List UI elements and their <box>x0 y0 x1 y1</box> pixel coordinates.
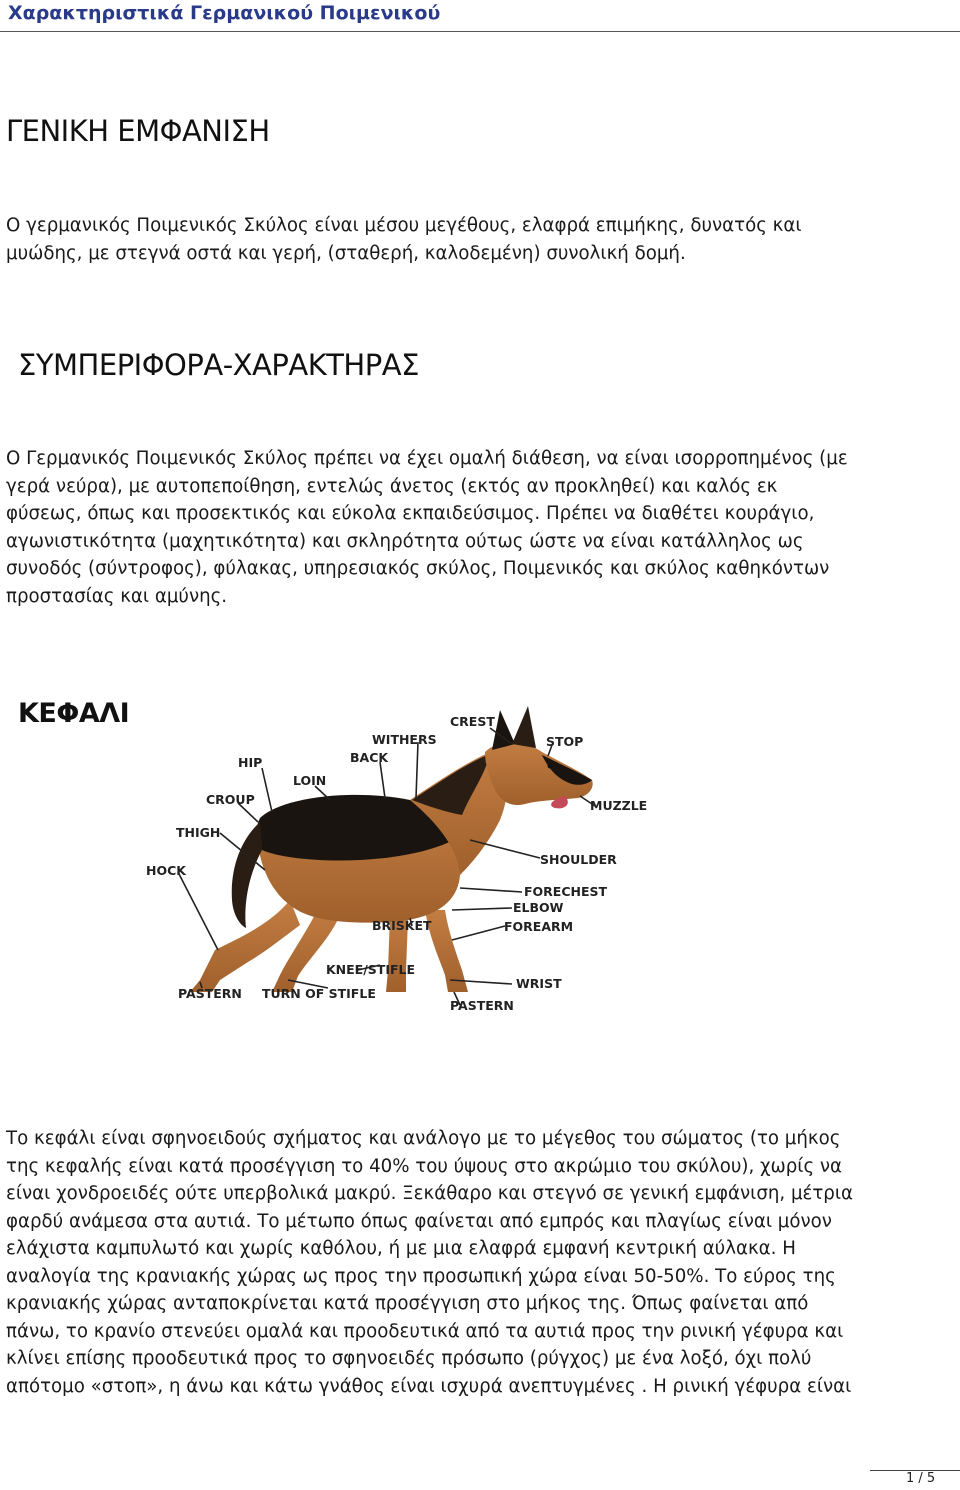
label-forechest: FORECHEST <box>524 884 608 899</box>
text-line: συνοδός (σύντροφος), φύλακας, υπηρεσιακός σκύλος, Ποιμενικός και σκύλος καθηκόντων <box>6 558 830 579</box>
paragraph-head <box>6 1125 954 1400</box>
label-withers: WITHERS <box>372 732 437 747</box>
label-loin: LOIN <box>293 773 327 788</box>
label-pastern-front: PASTERN <box>450 998 514 1013</box>
label-turn-of-stifle: TURN OF STIFLE <box>262 986 376 1001</box>
label-croup: CROUP <box>206 792 255 807</box>
label-brisket: BRISKET <box>372 918 432 933</box>
text-line: κλίνει επίσης προοδευτικά προς το σφηνοειδές πρόσωπο (ρύγχος) με ένα λοξό, όχι πολύ <box>6 1348 812 1369</box>
label-thigh: THIGH <box>176 825 221 840</box>
text-line: ελάχιστα καμπυλωτό και χωρίς καθόλου, ή με μια ελαφρά εμφανή κεντρική αύλακα. Η <box>6 1238 796 1259</box>
page-number: 1 / 5 <box>906 1471 936 1486</box>
paragraph-behavior-character <box>6 445 954 610</box>
label-elbow: ELBOW <box>513 900 564 915</box>
text-line: της κεφαλής είναι κατά προσέγγιση το 40% του ύψους στο ακρώμιο του σκύλου), χωρίς να <box>6 1155 843 1177</box>
heading-head: ΚΕΦΑΛΙ <box>18 698 130 729</box>
text-line: είναι χονδροειδές ούτε υπερβολικά μακρύ. Ξεκάθαρο και στεγνό σε γενική εμφάνιση, μέτρια <box>6 1183 853 1204</box>
text-line: αγωνιστικότητα (μαχητικότητα) και σκληρότητα ούτως ώστε να είναι κατάλληλος ως <box>6 530 804 552</box>
label-hock: HOCK <box>146 863 186 878</box>
text-line: φύσεως, όπως και προσεκτικός και εύκολα εκπαιδεύσιμος. Πρέπει να διαθέτει κουράγιο, <box>6 503 815 524</box>
text-line: φαρδύ ανάμεσα στα αυτιά. Το μέτωπο όπως φαίνεται από εμπρός και πλαγίως είναι μόνον <box>6 1210 832 1232</box>
text-line: μυώδης, με στεγνά οστά και γερή, (σταθερή, καλοδεμένη) συνολική δομή. <box>6 242 686 264</box>
label-crest: CREST <box>450 714 495 729</box>
label-knee-stifle: KNEE/STIFLE <box>326 962 416 977</box>
text-line: απότομο «στοπ», η άνω και κάτω γνάθος είναι ισχυρά ανεπτυγμένες . Η ρινική γέφυρα είναι <box>6 1375 852 1397</box>
text-line: κρανιακής χώρας ανταποκρίνεται κατά προσέγγιση στο μήκος της. Όπως φαίνεται από <box>6 1293 809 1314</box>
label-muzzle: MUZZLE <box>590 798 648 813</box>
text-line: αναλογία της κρανιακής χώρας ως προς την προσωπική χώρα είναι 50-50%. Το εύρος της <box>6 1265 836 1287</box>
label-stop: STOP <box>546 734 584 749</box>
document-title: Χαρακτηριστικά Γερμανικού Ποιμενικού <box>8 2 441 24</box>
dog-illustration <box>190 706 593 992</box>
text-line: Ο γερμανικός Ποιμενικός Σκύλος είναι μέσου μεγέθους, ελαφρά επιμήκης, δυνατός και <box>6 215 802 236</box>
heading-behavior-character: ΣΥΜΠΕΡΙΦΟΡΑ-ΧΑΡΑΚΤΗΡΑΣ <box>18 348 419 382</box>
label-hip: HIP <box>238 755 263 770</box>
heading-general-appearance: ΓΕΝΙΚΗ ΕΜΦΑΝΙΣΗ <box>6 114 270 148</box>
label-wrist: WRIST <box>516 976 562 991</box>
text-line: προστασίας και αμύνης. <box>6 585 228 607</box>
label-shoulder: SHOULDER <box>540 852 617 867</box>
text-line: γερά νεύρα), με αυτοπεποίθηση, εντελώς άνετος (εκτός αν προκληθεί) και καλός εκ <box>6 475 778 497</box>
text-line: Το κεφάλι είναι σφηνοειδούς σχήματος και ανάλογο με το μέγεθος του σώματος (το μήκος <box>6 1128 841 1149</box>
text-line: Ο Γερμανικός Ποιμενικός Σκύλος πρέπει να έχει ομαλή διάθεση, να είναι ισορροπημένος (με <box>6 448 848 469</box>
text-line: πάνω, το κρανίο στενεύει ομαλά και προοδευτικά από τα αυτιά προς την ρινική γέφυρα και <box>6 1320 844 1342</box>
dog-anatomy-diagram <box>140 700 648 1030</box>
label-forearm: FOREARM <box>504 919 574 934</box>
label-back: BACK <box>350 750 389 765</box>
paragraph-general-appearance <box>6 212 954 267</box>
title-divider <box>0 31 960 32</box>
dog-anatomy-svg <box>140 700 648 1030</box>
label-pastern-rear: PASTERN <box>178 986 242 1001</box>
